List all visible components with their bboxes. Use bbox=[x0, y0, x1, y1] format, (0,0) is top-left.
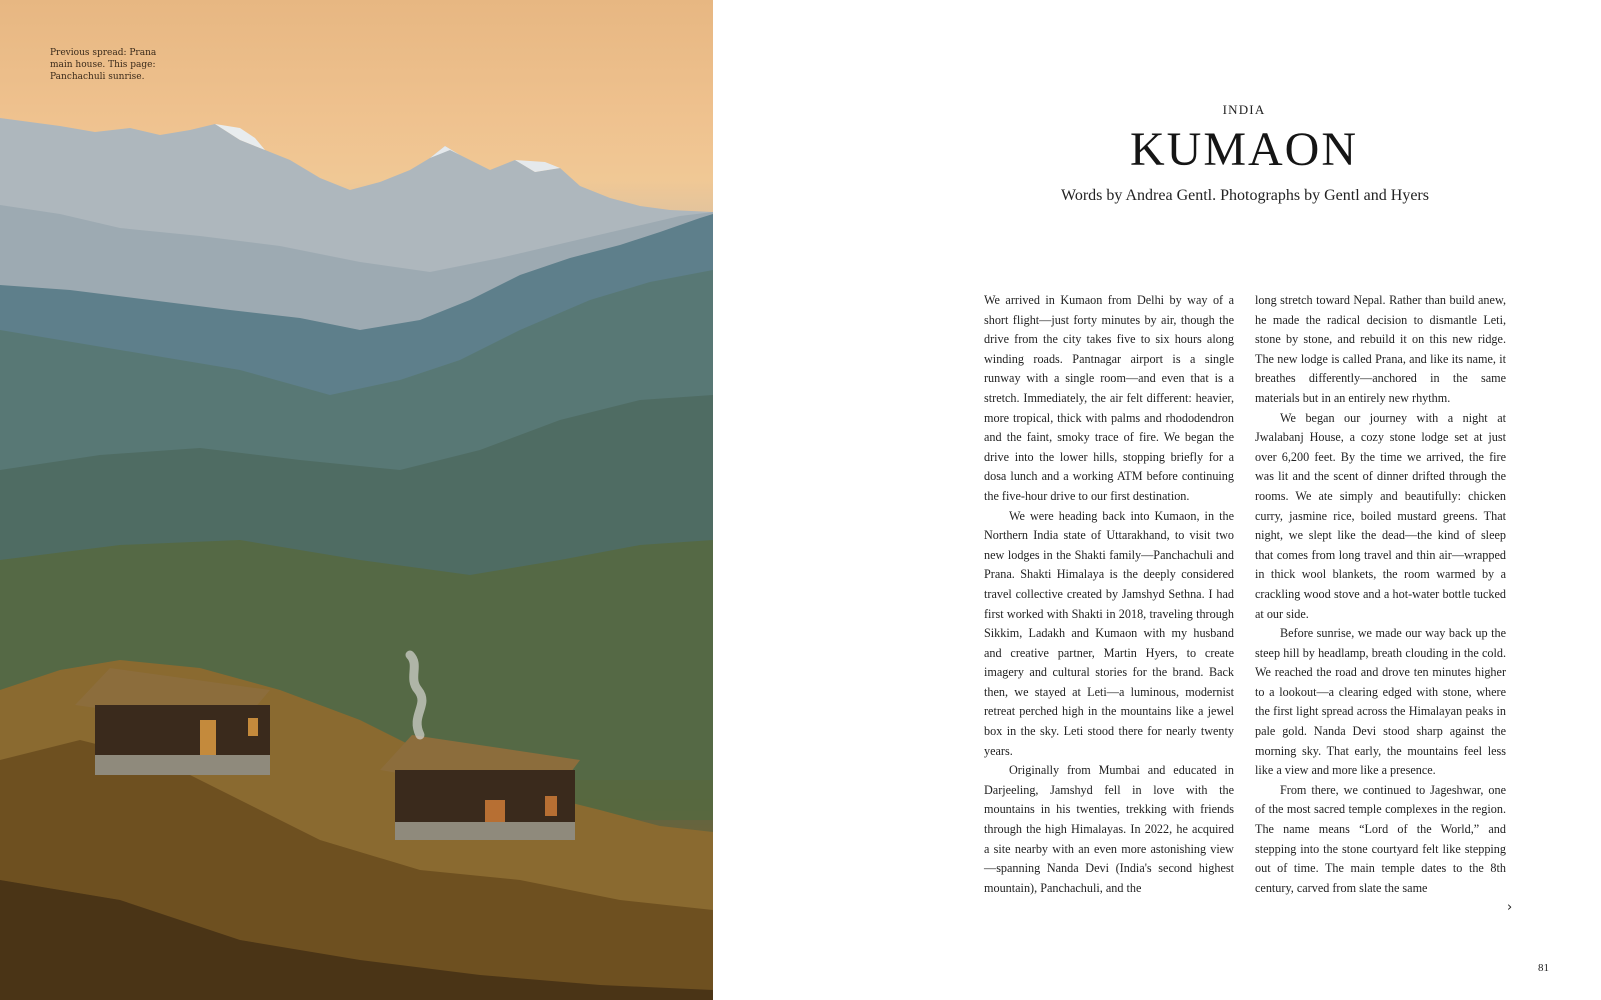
chevron-right-icon: › bbox=[1507, 900, 1513, 915]
paragraph: long stretch toward Nepal. Rather than build anew, he made the radical decision to dismantle Leti, stone by stone, and rebuild it on this new ridge. The new lodge is called Prana, and like its name, it breathes differently—anchored in the same materials but in an entirely new rhythm. bbox=[1255, 293, 1506, 405]
paragraph: From there, we continued to Jageshwar, one of the most sacred temple complexes in the region. The name means “Lord of the World,” and stepping into the stone courtyard felt like stepping out of time. The main temple dates to the 8th century, carved from slate the same bbox=[1255, 782, 1506, 895]
photo-caption: Previous spread: Prana main house. This page: Panchachuli sunrise. bbox=[50, 48, 157, 82]
paragraph: We were heading back into Kumaon, in the Northern India state of Uttarakhand, to visit two new lodges in the Shakti family—Panchachuli and Prana. Shakti Himalaya is the deeply considered travel collective created by Jamshyd Sethna. I had first worked with Shakti in 2018, traveling through Sikkim, Ladakh and Kumaon with my husband and creative partner, Martin Hyers, to create imagery and cultural stories for the brand. Back then, we stayed at Leti—a luminous, modernist retreat perched high in the mountains like a jewel box in the sky. Leti stood there for nearly twenty years. bbox=[984, 508, 1234, 758]
body-column-2 bbox=[1255, 291, 1506, 898]
section-kicker: INDIA bbox=[1222, 102, 1266, 117]
paragraph: We arrived in Kumaon from Delhi by way of a short flight—just forty minutes by air, though the drive from the city takes five to six hours along winding roads. Pantnagar airport is a single runway with a single room—and even that is a stretch. Immediately, the air felt different: heavier, more tropical, thick with palms and rhododendron and the faint, smoky trace of fire. We began the drive into the lower hills, stopping briefly for a dosa lunch and a working ATM before continuing the five-hour drive to our first destination. bbox=[984, 293, 1234, 503]
landscape-photo bbox=[0, 0, 713, 1000]
paragraph: We began our journey with a night at Jwalabanj House, a cozy stone lodge set at just over 6,200 feet. By the time we arrived, the fire was lit and the scent of dinner drifted through the rooms. We ate simply and beautifully: chicken curry, jasmine rice, boiled mustard greens. That night, we slept like the dead—the kind of sleep that comes from long travel and thin air—wrapped in thick wool blankets, the room warmed by a crackling wood stove and a hot-water bottle tucked at our side. bbox=[1255, 410, 1506, 621]
body-column-1 bbox=[984, 291, 1234, 898]
page-number: 81 bbox=[1538, 962, 1549, 974]
article-title: KUMAON bbox=[1130, 123, 1358, 176]
paragraph: Originally from Mumbai and educated in Darjeeling, Jamshyd fell in love with the mountains in his twenties, trekking with friends through the high Himalayas. In 2022, he acquired a site nearby with an even more astonishing view—spanning Nanda Devi (India's second highest mountain), Panchachuli, and the bbox=[984, 763, 1234, 895]
photo-illustration bbox=[0, 0, 713, 1000]
paragraph: Before sunrise, we made our way back up the steep hill by headlamp, breath clouding in the cold. We reached the road and drove ten minutes higher to a lookout—a clearing edged with stone, where the first light spread across the Himalayan peaks in pale gold. Nanda Devi stood sharp against the morning sky. That early, the mountains feel less like a view and more like a presence. bbox=[1255, 626, 1506, 778]
article-byline: Words by Andrea Gentl. Photographs by Gentl and Hyers bbox=[1061, 187, 1429, 204]
